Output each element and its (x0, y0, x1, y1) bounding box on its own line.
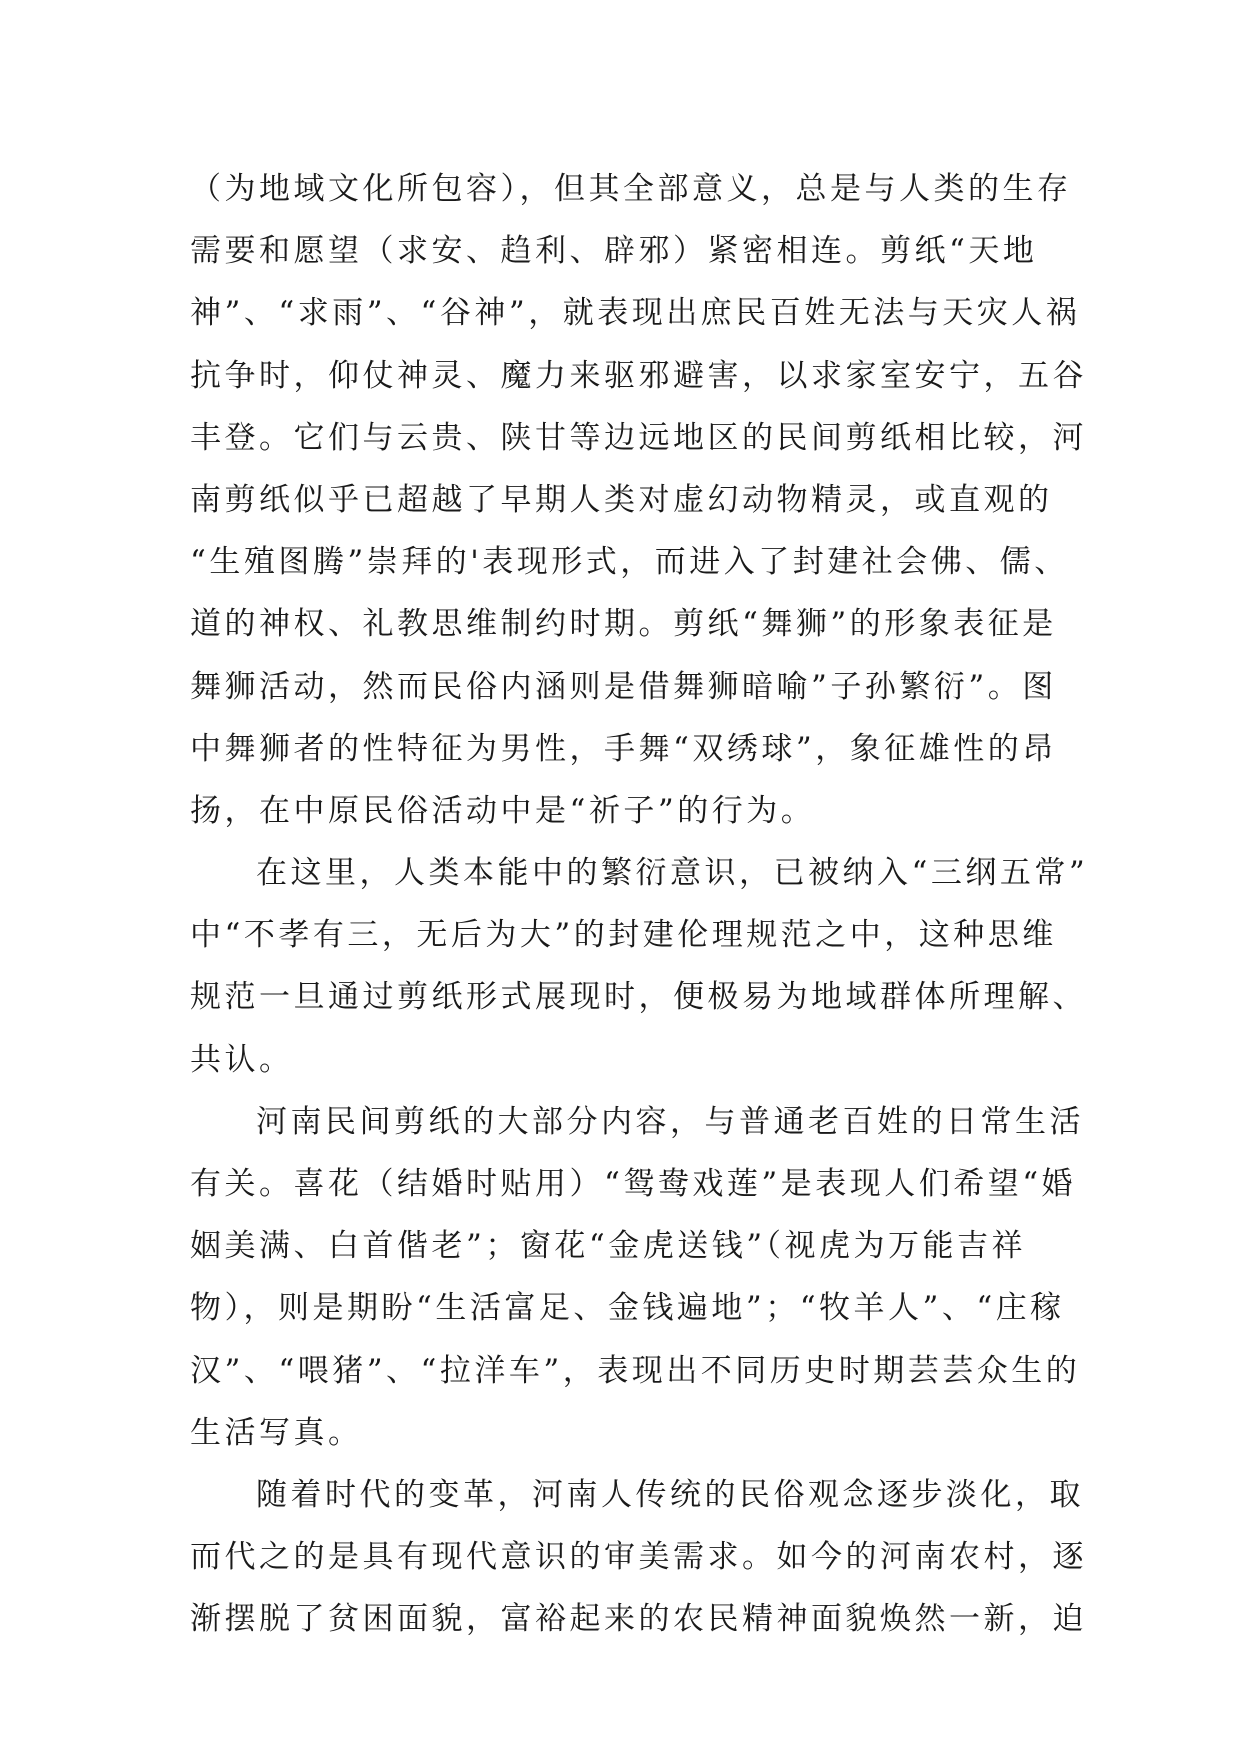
text-line: 舞狮活动，然而民俗内涵则是借舞狮暗喻”子孙繁衍”。图 (190, 668, 1057, 705)
text-line: 汉”、“喂猪”、“拉洋车”，表现出不同历史时期芸芸众生的 (190, 1352, 1081, 1389)
text-line: （为地域文化所包容），但其全部意义，总是与人类的生存 (190, 171, 1072, 207)
text-line: 中舞狮者的性特征为男性，手舞“双绣球”，象征雄性的昂 (190, 730, 1057, 767)
text-line: 河南民间剪纸的大部分内容，与普通老百姓的日常生活 (256, 1103, 1084, 1140)
text-line: 丰登。它们与云贵、陕甘等边远地区的民间剪纸相比较，河 (190, 419, 1087, 456)
text-line: 而代之的是具有现代意识的审美需求。如今的河南农村，逐 (190, 1539, 1087, 1576)
body-text (190, 158, 1089, 1651)
text-line: 渐摆脱了贫困面貌，富裕起来的农民精神面貌焕然一新，迫 (190, 1601, 1087, 1638)
text-line: 在这里，人类本能中的繁衍意识，已被纳入“三纲五常” (256, 855, 1089, 892)
text-line: 抗争时，仰仗神灵、魔力来驱邪避害，以求家室安宁，五谷 (190, 357, 1087, 394)
text-line: 物），则是期盼“生活富足、金钱遍地”；“牧羊人”、“庄稼 (190, 1290, 1065, 1327)
text-line: 南剪纸似乎已超越了早期人类对虚幻动物精灵，或直观的 (190, 481, 1053, 518)
text-line: 道的神权、礼教思维制约时期。剪纸“舞狮”的形象表征是 (190, 606, 1057, 643)
paragraph (190, 158, 1087, 842)
text-line: 神”、“求雨”、“谷神”，就表现出庶民百姓无法与天灾人祸 (190, 295, 1081, 332)
text-line: 中“不孝有三，无后为大”的封建伦理规范之中，这种思维 (190, 917, 1057, 954)
text-line: 需要和愿望（求安、趋利、辟邪）紧密相连。剪纸“天地 (190, 233, 1038, 270)
paragraph (190, 1091, 1084, 1464)
paragraph (190, 1464, 1087, 1651)
text-line: 生活写真。 (190, 1414, 363, 1451)
text-line: 规范一旦通过剪纸形式展现时，便极易为地域群体所理解、 (190, 979, 1087, 1016)
text-line: 姻美满、白首偕老”；窗花“金虎送钱”（视虎为万能吉祥 (190, 1228, 1027, 1265)
text-line: “生殖图腾”崇拜的'表现形式，而进入了封建社会佛、儒、 (190, 544, 1069, 581)
text-line: 共认。 (190, 1041, 294, 1078)
text-line: 扬，在中原民俗活动中是“祈子”的行为。 (190, 792, 816, 829)
text-line: 随着时代的变革，河南人传统的民俗观念逐步淡化，取 (256, 1476, 1084, 1513)
paragraph (190, 842, 1089, 1091)
text-line: 有关。喜花（结婚时贴用）“鸳鸯戏莲”是表现人们希望“婚 (190, 1166, 1077, 1202)
